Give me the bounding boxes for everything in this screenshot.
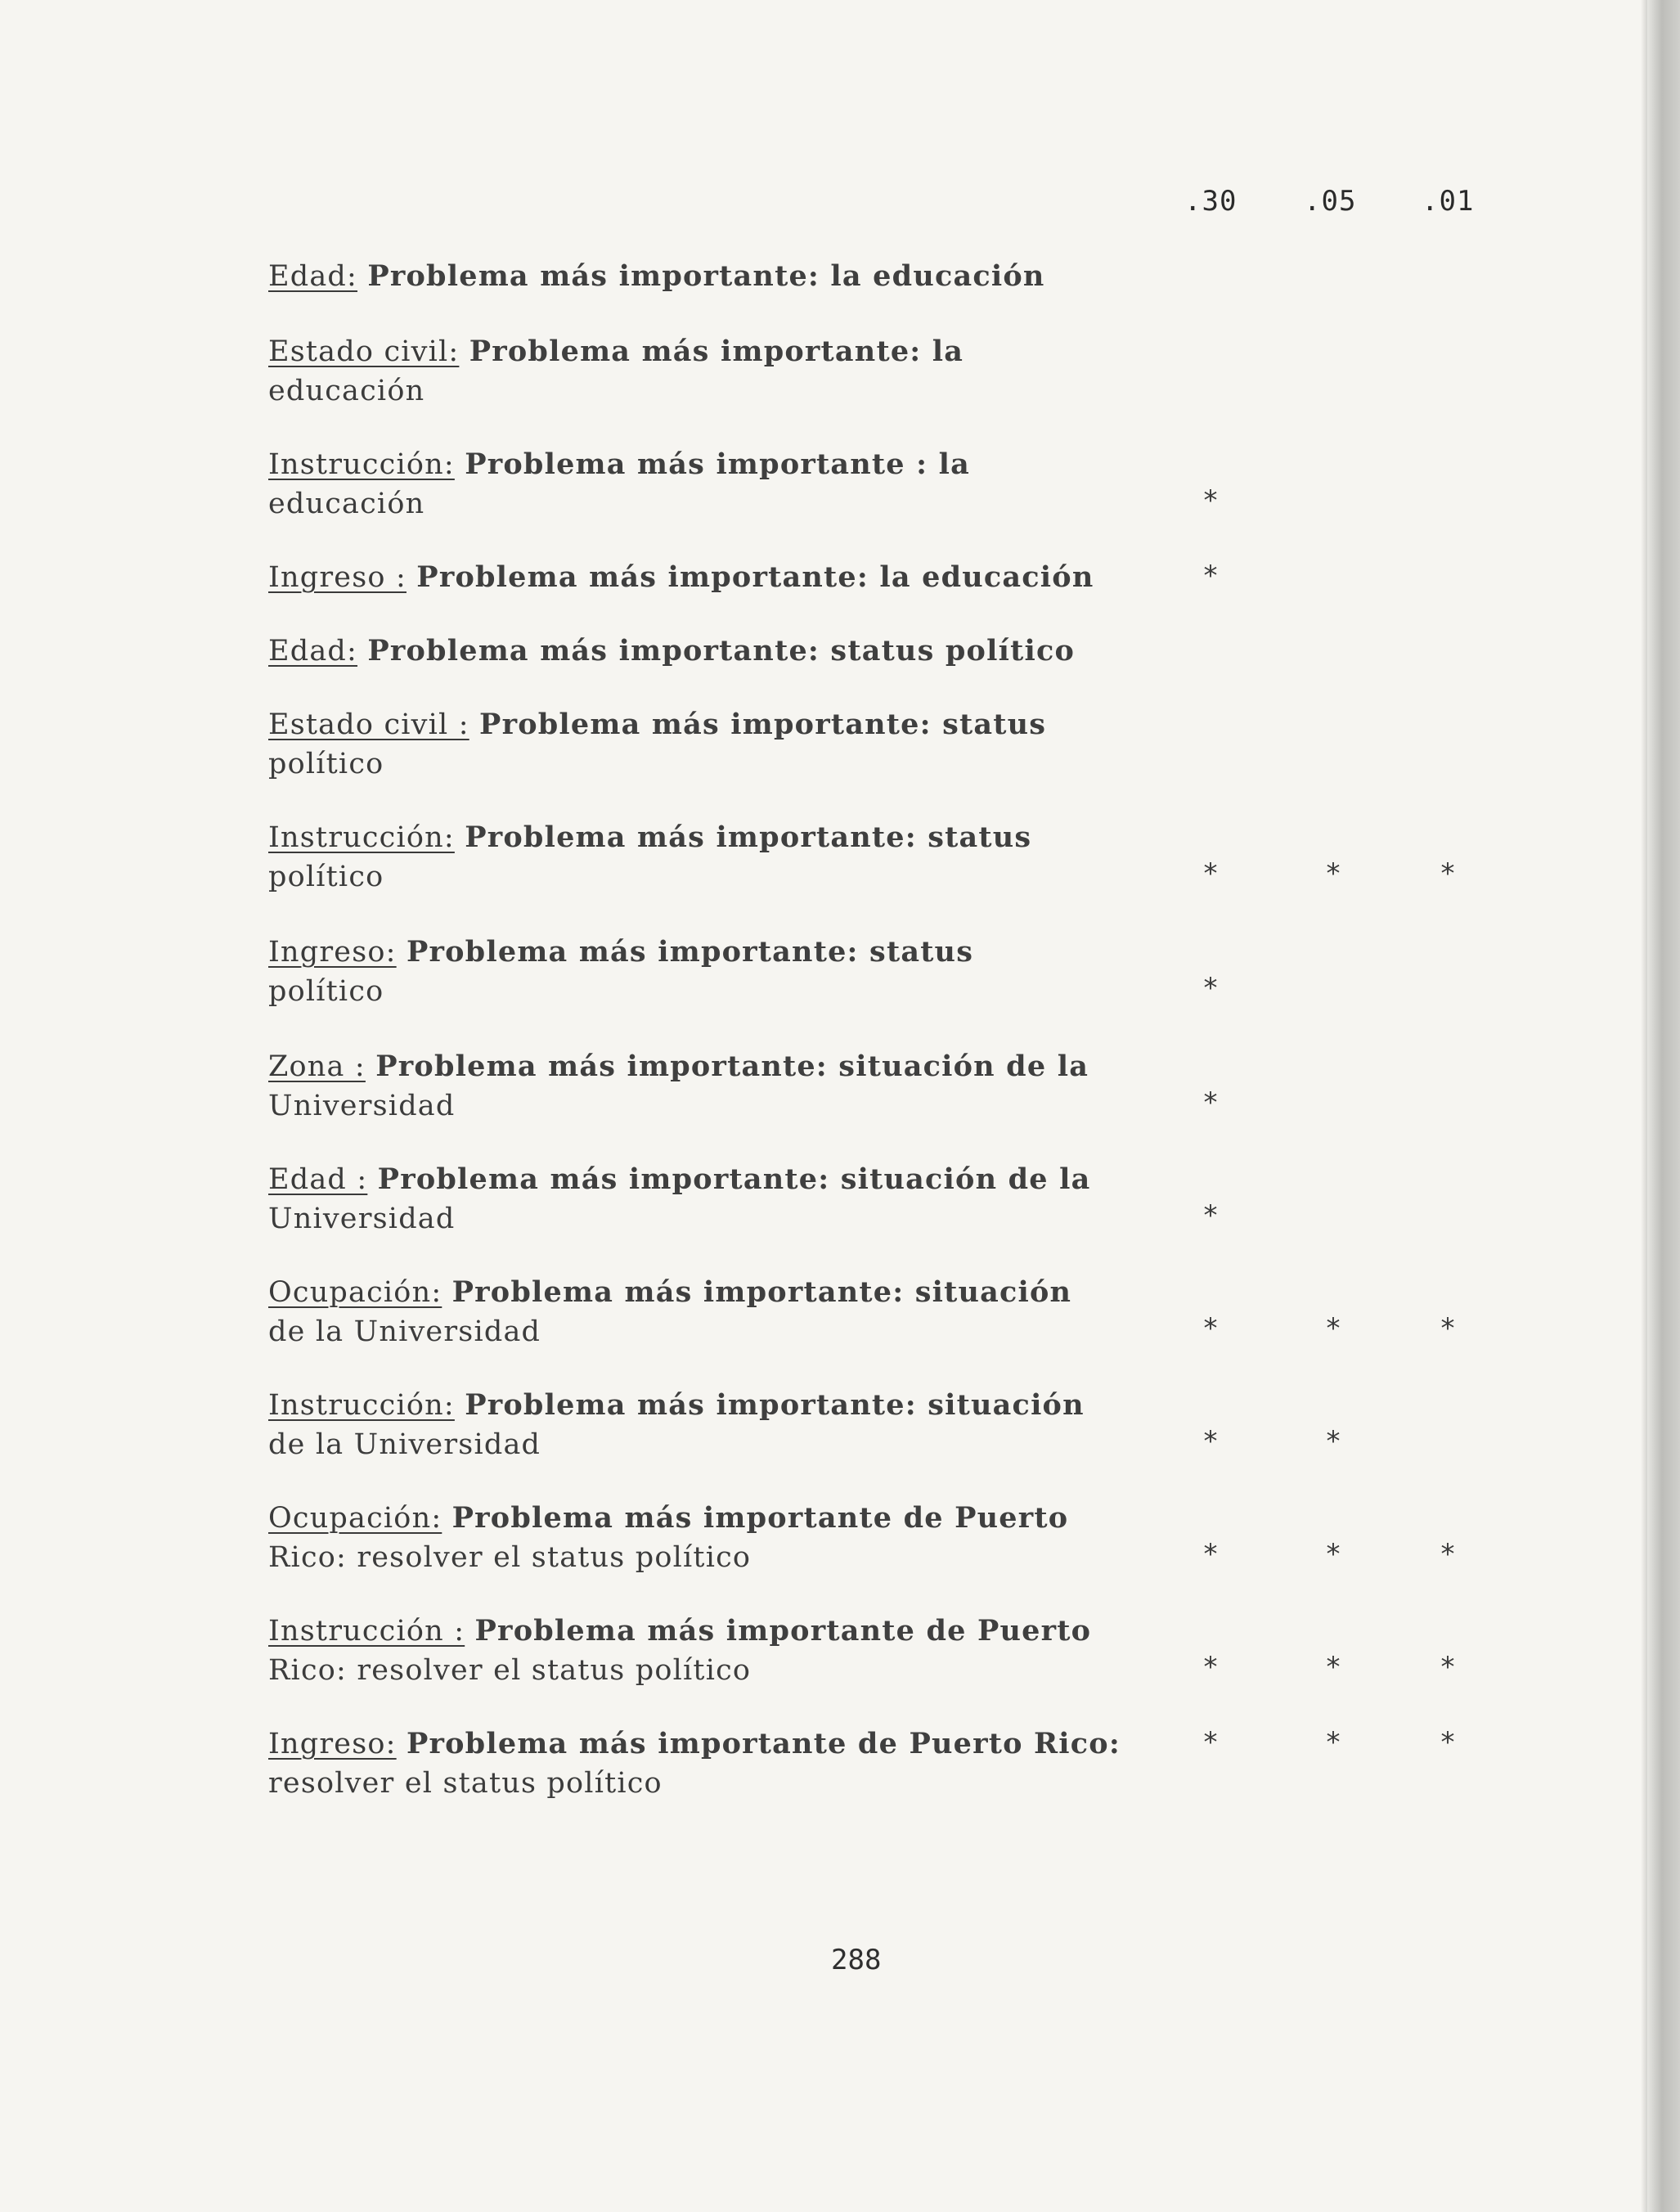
entry-text: Problema más importante de Puerto bbox=[474, 1614, 1092, 1648]
entry-text: Problema más importante de Puerto Rico: bbox=[406, 1727, 1121, 1760]
significance-mark-05: * bbox=[1326, 1651, 1341, 1684]
entry-row bbox=[268, 257, 1119, 296]
significance-mark-05: * bbox=[1326, 1538, 1341, 1571]
column-header-01: .01 bbox=[1422, 185, 1475, 218]
entry-label: Ingreso: bbox=[268, 1728, 397, 1760]
entry-label: Ocupación: bbox=[268, 1502, 442, 1535]
significance-mark-30: * bbox=[1203, 1651, 1218, 1684]
entry-text: Problema más importante de Puerto bbox=[451, 1501, 1069, 1535]
entry-text: Problema más importante: status político bbox=[367, 634, 1075, 668]
entry-text: Problema más importante: situación de la bbox=[377, 1162, 1091, 1196]
entry-continuation: educación bbox=[268, 375, 425, 407]
entry-row bbox=[268, 1273, 1119, 1351]
entry-row bbox=[268, 933, 1119, 1011]
entry-label: Edad : bbox=[268, 1163, 368, 1196]
page-edge-shadow bbox=[1641, 0, 1647, 2212]
entry-label: Instrucción: bbox=[268, 821, 455, 854]
entry-text: Problema más importante: status bbox=[479, 708, 1047, 741]
entry-continuation: Rico: resolver el status político bbox=[268, 1541, 752, 1574]
entry-text: Problema más importante : la bbox=[465, 447, 971, 481]
entry-continuation: educación bbox=[268, 488, 425, 520]
significance-mark-30: * bbox=[1203, 857, 1218, 890]
entry-label: Ocupación: bbox=[268, 1276, 442, 1309]
entry-label: Instrucción : bbox=[268, 1615, 465, 1648]
significance-mark-05: * bbox=[1326, 857, 1341, 890]
entry-text: Problema más importante: situación bbox=[451, 1275, 1072, 1309]
column-header-30: .30 bbox=[1184, 185, 1238, 218]
entry-label: Estado civil : bbox=[268, 708, 469, 741]
entry-row bbox=[268, 1612, 1119, 1690]
entry-text: Problema más importante: situación bbox=[465, 1388, 1085, 1422]
significance-mark-01: * bbox=[1440, 1538, 1455, 1571]
significance-mark-01: * bbox=[1440, 857, 1455, 890]
entry-continuation: de la Universidad bbox=[268, 1428, 541, 1461]
entry-row bbox=[268, 1386, 1119, 1464]
significance-mark-01: * bbox=[1440, 1651, 1455, 1684]
entry-text: Problema más importante: status bbox=[406, 935, 974, 969]
entry-label: Estado civil: bbox=[268, 335, 460, 368]
entry-label: Ingreso: bbox=[268, 936, 397, 969]
entry-row bbox=[268, 1160, 1119, 1239]
significance-mark-30: * bbox=[1203, 1538, 1218, 1571]
significance-mark-05: * bbox=[1326, 1312, 1341, 1345]
entry-continuation: de la Universidad bbox=[268, 1315, 541, 1348]
entry-label: Edad: bbox=[268, 260, 358, 293]
significance-mark-30: * bbox=[1203, 1726, 1218, 1759]
entry-row bbox=[268, 1724, 1119, 1803]
column-header-05: .05 bbox=[1304, 185, 1357, 218]
entry-text: Problema más importante: la educación bbox=[416, 560, 1094, 594]
entry-row bbox=[268, 1499, 1119, 1577]
entry-text: Problema más importante: la educación bbox=[367, 259, 1045, 293]
entry-continuation: político bbox=[268, 861, 384, 893]
entry-text: Problema más importante: status bbox=[465, 821, 1032, 854]
entry-label: Edad: bbox=[268, 635, 358, 668]
entry-row bbox=[268, 445, 1119, 524]
significance-mark-30: * bbox=[1203, 560, 1218, 592]
entry-row bbox=[268, 332, 1119, 411]
significance-mark-01: * bbox=[1440, 1726, 1455, 1759]
entry-row bbox=[268, 558, 1119, 597]
entry-continuation: Universidad bbox=[268, 1090, 456, 1122]
entry-row bbox=[268, 705, 1119, 784]
entry-row bbox=[268, 632, 1119, 671]
significance-mark-01: * bbox=[1440, 1312, 1455, 1345]
significance-mark-30: * bbox=[1203, 972, 1218, 1005]
entry-label: Ingreso : bbox=[268, 561, 407, 594]
entry-continuation: político bbox=[268, 748, 384, 780]
entry-row bbox=[268, 1047, 1119, 1126]
entry-label: Instrucción: bbox=[268, 448, 455, 481]
entry-row bbox=[268, 818, 1119, 897]
significance-mark-30: * bbox=[1203, 1086, 1218, 1119]
significance-mark-30: * bbox=[1203, 1425, 1218, 1458]
entry-continuation: Rico: resolver el status político bbox=[268, 1654, 752, 1687]
entry-text: Problema más importante: situación de la bbox=[375, 1050, 1089, 1083]
significance-mark-30: * bbox=[1203, 1312, 1218, 1345]
significance-mark-05: * bbox=[1326, 1726, 1341, 1759]
entry-continuation: político bbox=[268, 975, 384, 1008]
significance-mark-30: * bbox=[1203, 1199, 1218, 1232]
significance-mark-05: * bbox=[1326, 1425, 1341, 1458]
page-number: 288 bbox=[831, 1944, 882, 1976]
entry-label: Instrucción: bbox=[268, 1389, 455, 1422]
entry-text: Problema más importante: la bbox=[469, 335, 964, 368]
entry-continuation: Universidad bbox=[268, 1203, 456, 1235]
page-edge bbox=[1647, 0, 1680, 2212]
significance-mark-30: * bbox=[1203, 484, 1218, 517]
entry-label: Zona : bbox=[268, 1050, 366, 1083]
entry-continuation: resolver el status político bbox=[268, 1767, 663, 1800]
